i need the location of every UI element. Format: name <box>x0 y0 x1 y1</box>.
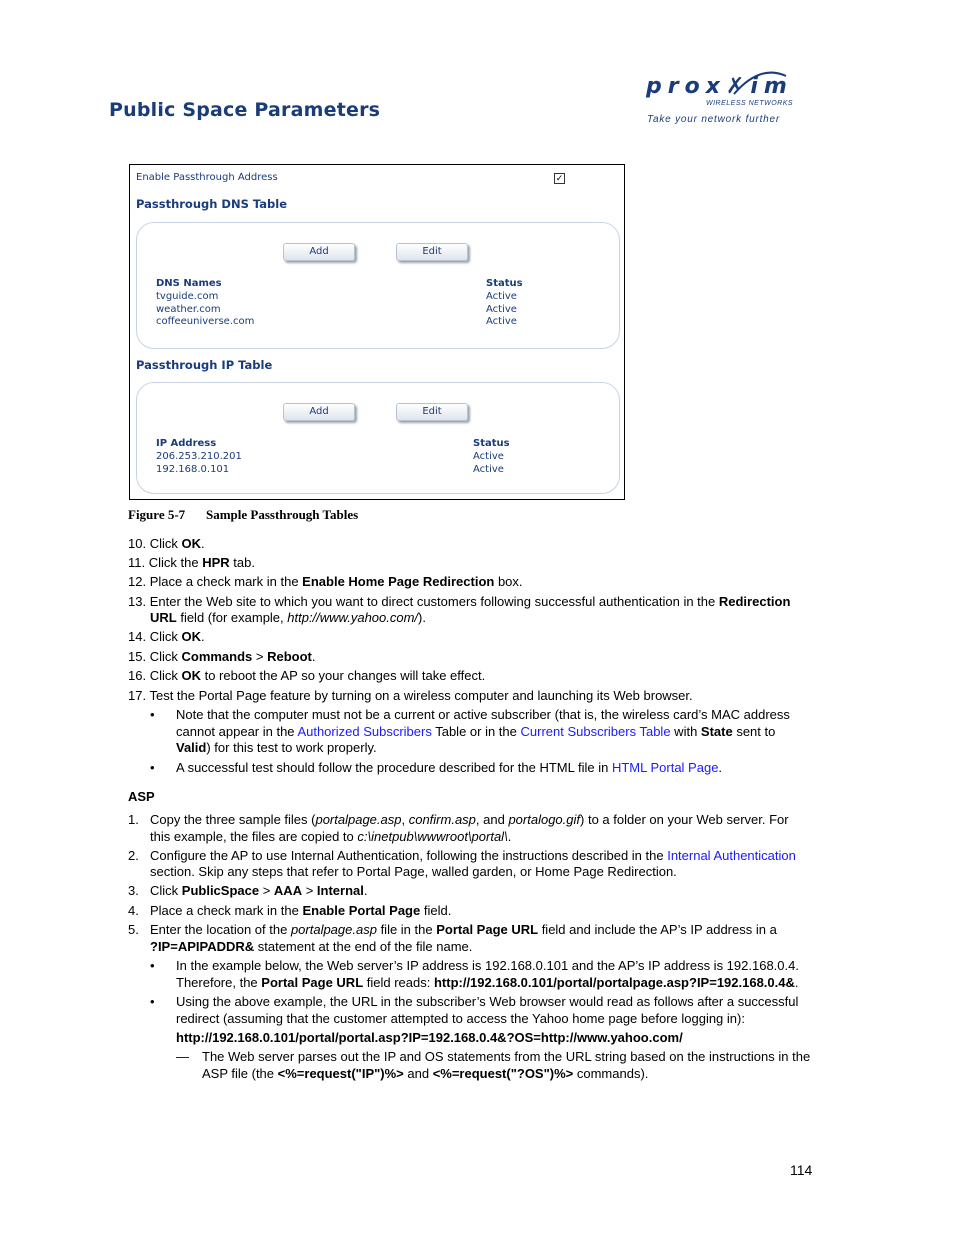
ip-status-list <box>473 451 504 476</box>
ip-edit-button[interactable]: Edit <box>396 403 468 421</box>
dns-add-button[interactable]: Add <box>283 243 355 261</box>
ip-address-list <box>156 451 242 476</box>
dns-col-names: DNS Names <box>156 278 222 289</box>
step-16: 16. Click OK to reboot the AP so your changes will take effect. <box>128 668 486 683</box>
enable-passthrough-checkbox[interactable]: ✓ <box>555 173 564 183</box>
ip-col-status: Status <box>473 438 510 449</box>
dns-names-list <box>156 291 254 329</box>
bullet-1-line-2: cannot appear in the Authorized Subscribers Table or in the Current Subscribers Table with State sent to <box>176 724 776 739</box>
bullet-2: • <box>150 760 155 775</box>
ip-table-title: Passthrough IP Table <box>136 358 273 372</box>
asp-bullet-1-line-2: Therefore, the Portal Page URL field reads: http://192.168.0.101/portal/portalpage.asp?IP=192.168.0.4&. <box>176 975 799 990</box>
status-cell: Active <box>473 451 504 462</box>
dash-line-2: ASP file (the <%=request("IP")%> and <%=request("?OS")%> commands). <box>202 1066 649 1081</box>
asp-step-1-line-2: this example, the files are copied to c:\inetpub\wwwroot\portal\. <box>150 829 512 844</box>
dns-col-status: Status <box>486 278 523 289</box>
figure-caption <box>128 507 358 523</box>
asp-step-5-line-2: ?IP=APIPADDR& statement at the end of the file name. <box>150 939 473 954</box>
dns-edit-button[interactable]: Edit <box>396 243 468 261</box>
table-row[interactable]: coffeeuniverse.com <box>156 316 255 327</box>
asp-step-3-text: Click PublicSpace > AAA > Internal. <box>150 883 368 898</box>
dns-status-list <box>486 291 517 329</box>
asp-step-5: 5. <box>128 922 139 937</box>
step-17: 17. Test the Portal Page feature by turning on a wireless computer and launching its Web browser. <box>128 688 693 703</box>
asp-step-2-line-1: Configure the AP to use Internal Authentication, following the instructions described in the Internal Authentication <box>150 848 796 863</box>
enable-passthrough-label: Enable Passthrough Address <box>136 172 278 183</box>
asp-step-1-line-1: Copy the three sample files (portalpage.asp, confirm.asp, and portalogo.gif) to a folder on your Web server. For <box>150 812 789 827</box>
status-cell: Active <box>486 291 517 302</box>
status-cell: Active <box>486 316 517 327</box>
step-12: 12. Place a check mark in the Enable Home Page Redirection box. <box>128 574 523 589</box>
proxim-logo <box>644 70 804 134</box>
table-row[interactable]: weather.com <box>156 303 221 315</box>
table-row[interactable]: 206.253.210.201 <box>156 451 242 462</box>
page-title: Public Space Parameters <box>109 99 381 121</box>
logo-subtitle: WIRELESS NETWORKS <box>706 100 794 107</box>
asp-bullet-2-line-1: Using the above example, the URL in the subscriber’s Web browser would read as follows after a successful <box>176 994 799 1009</box>
asp-bullet-1-line-1: In the example below, the Web server’s IP address is 192.168.0.101 and the AP’s IP address is 192.168.0.4. <box>176 958 799 973</box>
dns-table-title: Passthrough DNS Table <box>136 197 287 211</box>
asp-bullet-2: • <box>150 994 155 1009</box>
dns-table-panel <box>136 222 620 349</box>
asp-step-4: 4. <box>128 903 139 918</box>
asp-step-4-text: Place a check mark in the Enable Portal Page field. <box>150 903 452 918</box>
figure-caption-text: Sample Passthrough Tables <box>206 507 359 522</box>
bullet-1-line-1: Note that the computer must not be a current or active subscriber (that is, the wireless card’s MAC address <box>176 707 790 722</box>
step-13: 13. Enter the Web site to which you want to direct customers following successful authentication in the Redirection <box>128 594 791 609</box>
passthrough-figure <box>129 164 625 500</box>
asp-bullet-2-line-2: redirect (assuming that the customer attempted to access the Yahoo home page before logging in): <box>176 1011 745 1026</box>
dash-line-1: The Web server parses out the IP and OS statements from the URL string based on the instructions in the <box>202 1049 811 1064</box>
step-10: 10. Click OK. <box>128 536 205 551</box>
logo-tagline: Take your network further <box>647 114 781 125</box>
asp-step-2-line-2: section. Skip any steps that refer to Portal Page, walled garden, or Home Page Redirection. <box>150 864 677 879</box>
ip-table-panel <box>136 382 620 494</box>
status-cell: Active <box>486 303 517 315</box>
current-subscribers-link[interactable]: Current Subscribers Table <box>520 724 671 739</box>
asp-heading: ASP <box>128 789 155 804</box>
bullet-1-line-3: Valid) for this test to work properly. <box>176 740 377 755</box>
internal-authentication-link[interactable]: Internal Authentication <box>667 848 796 863</box>
asp-bullet-1: • <box>150 958 155 973</box>
bullet-1: • <box>150 707 155 722</box>
bullet-2-text: A successful test should follow the procedure described for the HTML file in HTML Portal Page. <box>176 760 723 775</box>
table-row[interactable]: tvguide.com <box>156 291 219 302</box>
ip-col-address: IP Address <box>156 438 217 449</box>
asp-step-1: 1. <box>128 812 139 827</box>
step-11: 11. Click the HPR tab. <box>128 555 255 570</box>
example-url: http://192.168.0.101/portal/portal.asp?IP=192.168.0.4&?OS=http://www.yahoo.com/ <box>176 1030 683 1045</box>
html-portal-page-link[interactable]: HTML Portal Page <box>611 760 719 775</box>
status-cell: Active <box>473 463 504 475</box>
table-row[interactable]: 192.168.0.101 <box>156 463 230 475</box>
step-14: 14. Click OK. <box>128 629 205 644</box>
dash-marker: — <box>176 1049 189 1064</box>
asp-step-2: 2. <box>128 848 139 863</box>
step-13-cont: URL field (for example, http://www.yahoo.com/). <box>150 610 426 625</box>
step-15: 15. Click Commands > Reboot. <box>128 649 316 664</box>
logo-wordmark: prox✗im <box>646 74 793 99</box>
asp-step-5-line-1: Enter the location of the portalpage.asp file in the Portal Page URL field and include the AP’s IP address in a <box>150 922 777 937</box>
page-number: 114 <box>790 1162 813 1178</box>
asp-step-3: 3. <box>128 883 139 898</box>
authorized-subscribers-link[interactable]: Authorized Subscribers <box>297 724 432 739</box>
ip-add-button[interactable]: Add <box>283 403 355 421</box>
figure-number: Figure 5-7 <box>128 507 186 522</box>
